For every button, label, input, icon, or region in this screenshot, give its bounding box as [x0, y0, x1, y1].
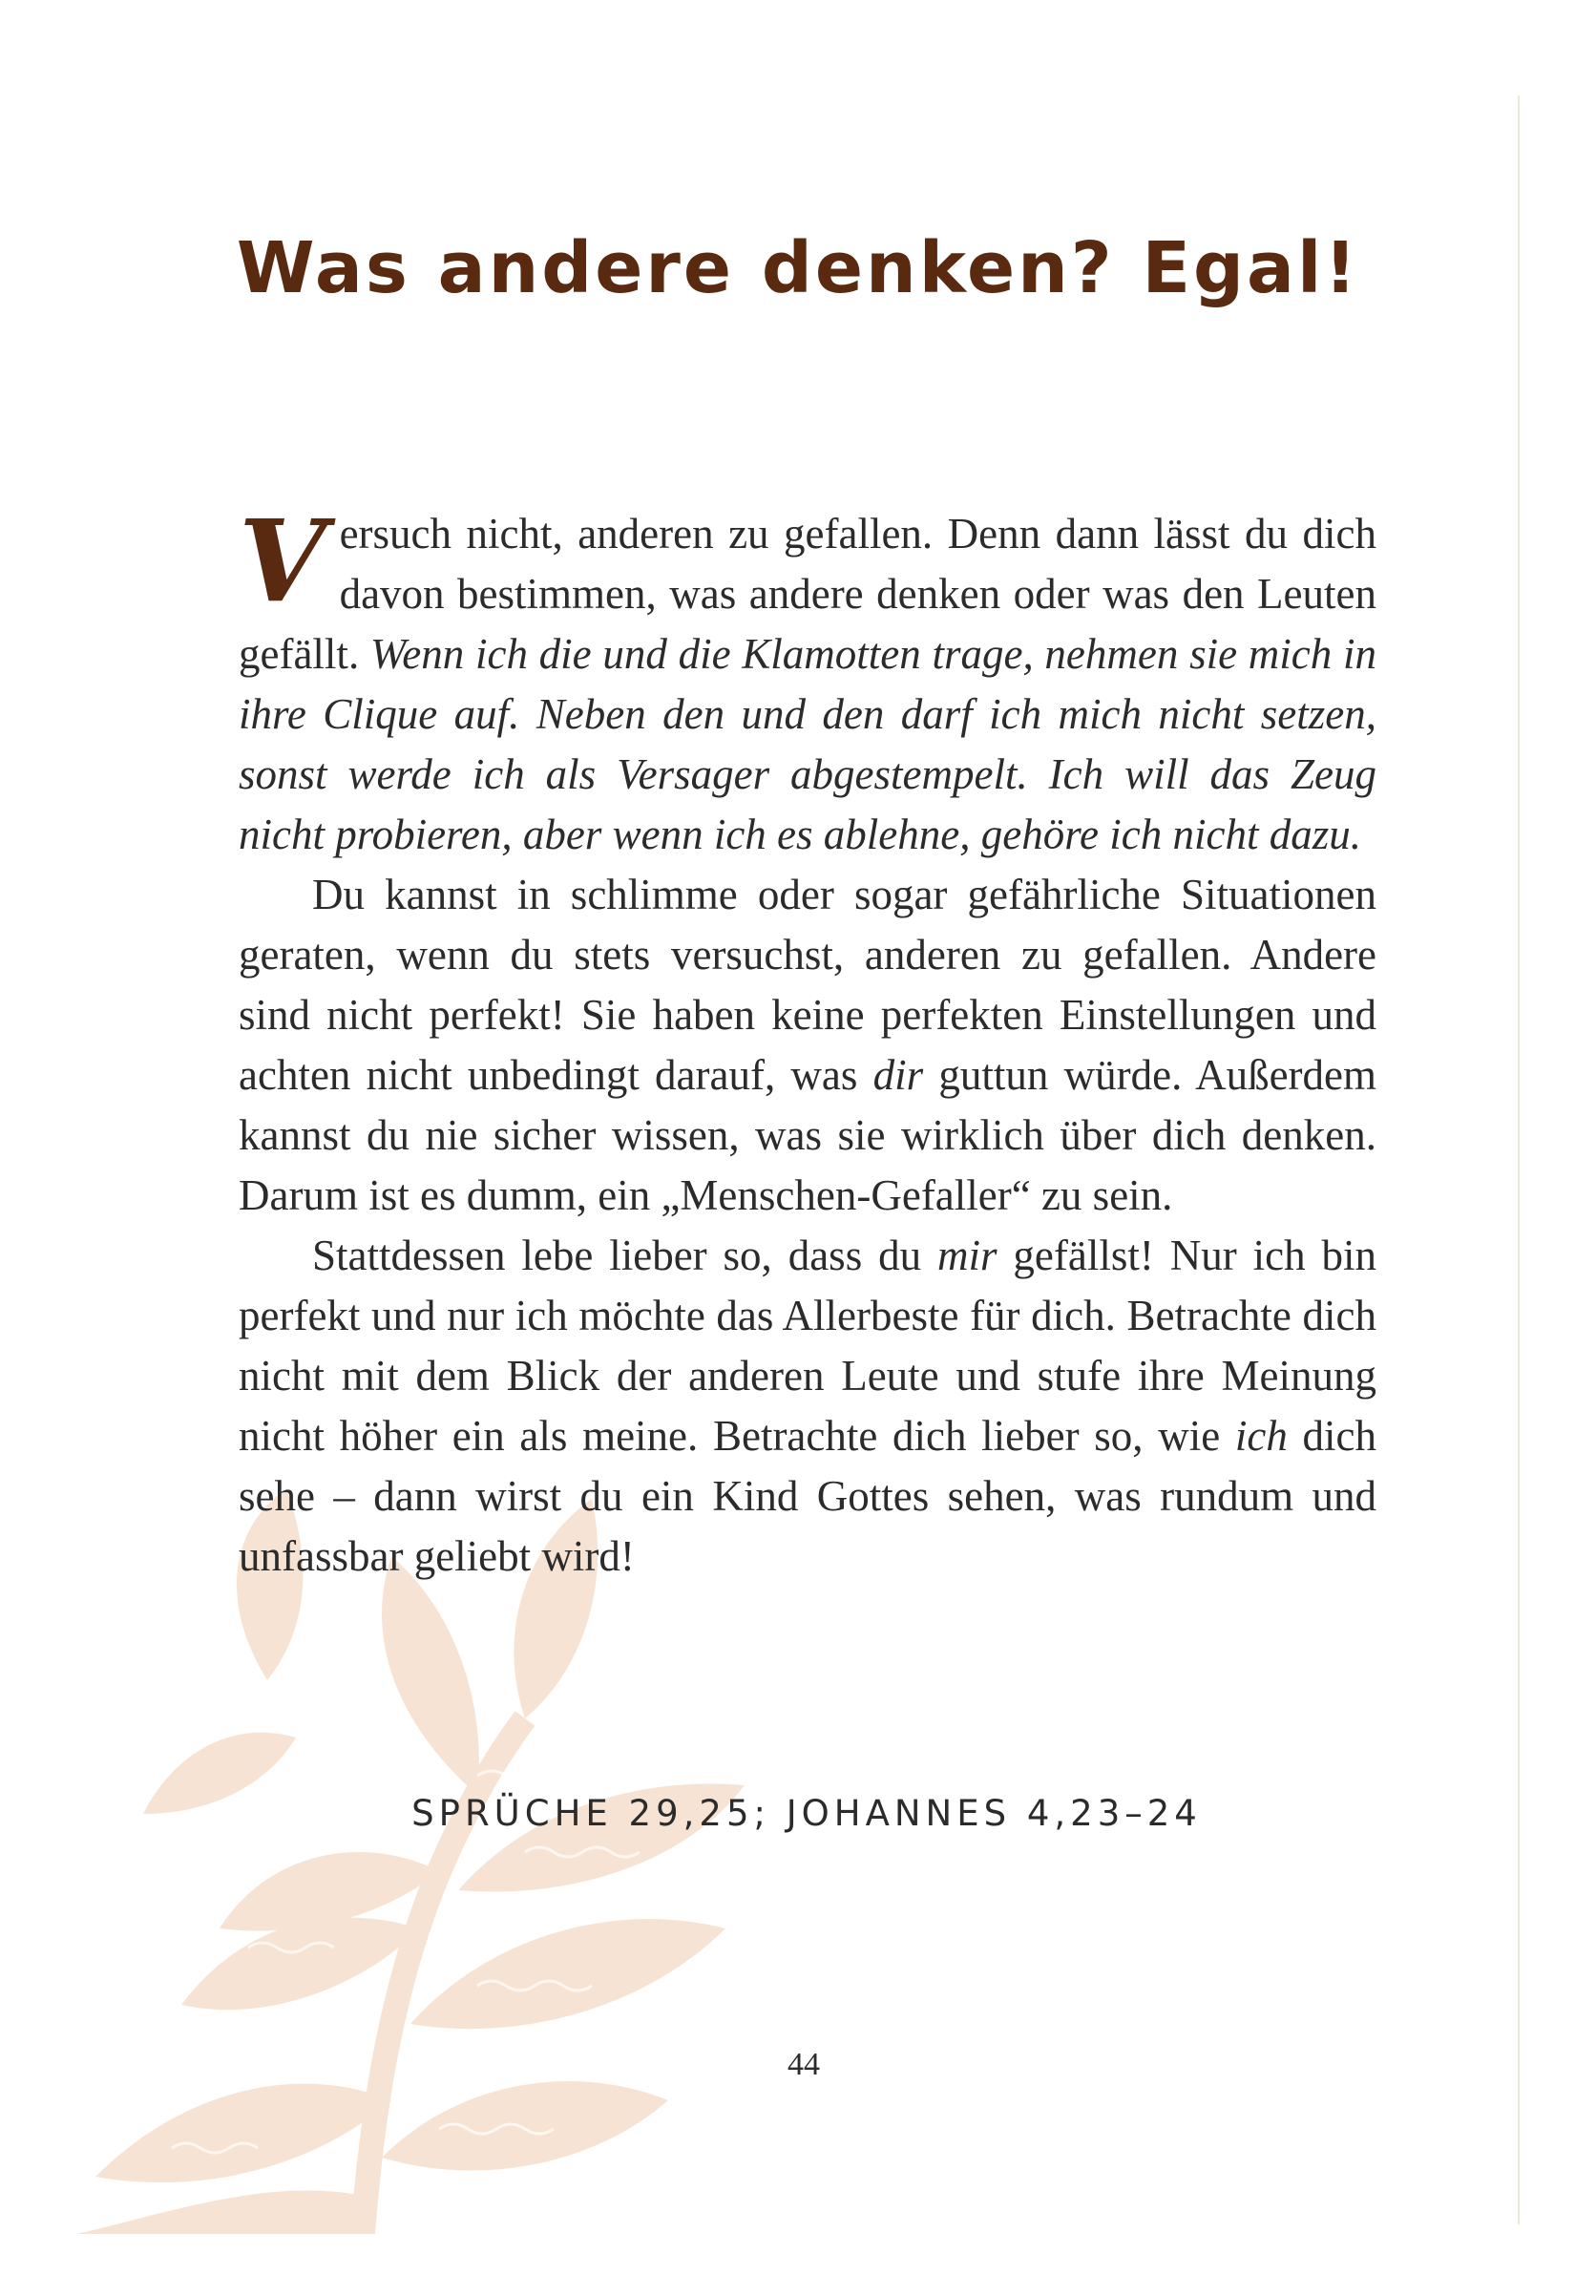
paragraph: [239, 495, 1376, 865]
bible-reference: SPRÜCHE 29,25; JOHANNES 4,23–24: [411, 1793, 1202, 1834]
page-edge-line: [1518, 95, 1520, 2224]
text-run: Du kannst in schlimme oder sogar gefährliche Situationen geraten, wenn du stets versuchst, anderen zu gefallen. Andere sind nicht perfekt! Sie haben keine perfekten Einstellungen und achten nicht unbedingt darauf, was: [239, 871, 1376, 1099]
text-run: ersuch nicht, anderen zu gefallen. Denn dann lässt du dich davon bestimmen, was andere denken oder was den Leuten gefällt.: [239, 510, 1376, 678]
text-run: guttun würde. Außerdem kannst du nie sicher wissen, was sie wirklich über dich denken. Darum ist es dumm, ein „Menschen-Gefaller“ zu sein.: [239, 1051, 1376, 1219]
leaf-ornament-icon: [76, 1489, 802, 2234]
text-run-italic: dir: [872, 1051, 924, 1099]
body-text: [239, 495, 1376, 1587]
page-title: Was andere denken? Egal!: [236, 227, 1360, 309]
text-run: dich sehe – dann wirst du ein Kind Gottes sehen, was rundum und unfassbar geliebt wird!: [239, 1412, 1376, 1580]
paragraph: [239, 1226, 1376, 1587]
text-run: Stattdessen lebe lieber so, dass du: [312, 1232, 937, 1279]
page-number: 44: [788, 2047, 820, 2082]
text-run-italic: ich: [1234, 1412, 1288, 1460]
text-run-italic: Wenn ich die und die Klamotten trage, nehmen sie mich in ihre Clique auf. Neben den und den darf ich mich nicht setzen, sonst werde ich als Versager abgestempelt. Ich will das Zeug nicht probieren, aber wenn ich es ablehne, gehöre ich nicht dazu.: [239, 630, 1376, 858]
paragraph: [239, 865, 1376, 1226]
text-run: gefällst! Nur ich bin perfekt und nur ich möchte das Allerbeste für dich. Betrachte dich nicht mit dem Blick der anderen Leute und stufe ihre Meinung nicht höher ein als meine. Betrachte dich lieber so, wie: [239, 1232, 1376, 1460]
drop-cap: V: [239, 495, 326, 627]
text-run-italic: mir: [937, 1232, 998, 1279]
